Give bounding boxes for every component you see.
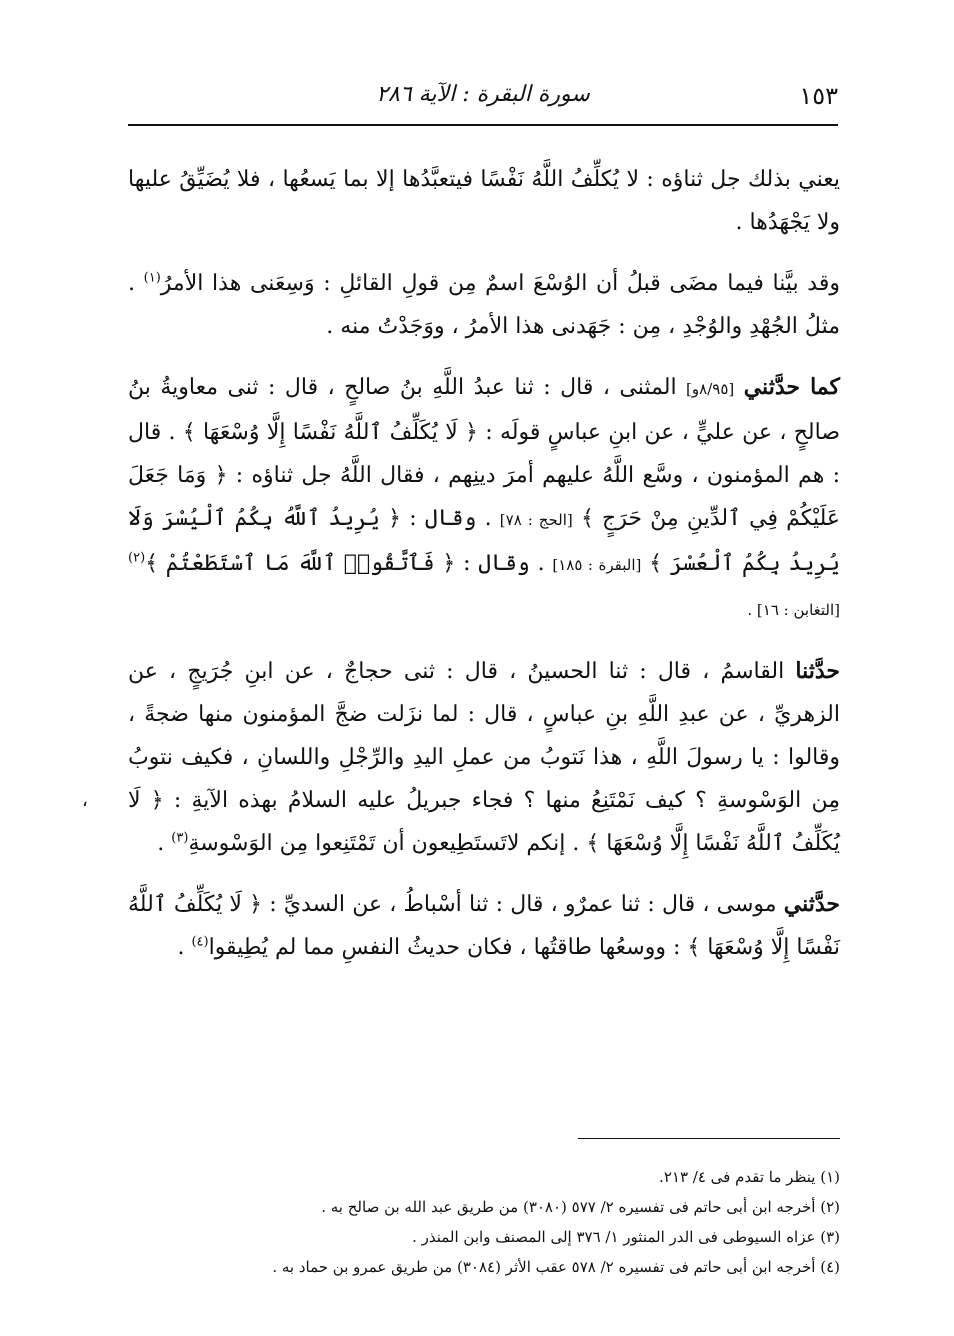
footnote-1: (١) ينظر ما تقدم فى ٤/ ٢١٣. <box>659 1168 840 1186</box>
header-rule <box>128 124 838 126</box>
paragraph-text: المثنى ، قال : ثنا عبدُ اللَّهِ بنُ صالحٍ ، قال : ثنى معاويةُ بنُ صالحٍ ، عن عليٍّ ، عن ابنِ عباسٍ قولَه : ﴿ لَا يُكَلِّفُ ٱللَّهُ نَفْسًا إِلَّا وُسْعَهَا ﴾ . قال : هم المؤمنون ، وسَّع اللَّهُ عليهم أمرَ دينِهم ، فقال اللَّهُ جل ثناؤه : ﴿ وَمَا جَعَلَ عَلَيْكُمْ فِي ٱلدِّينِ مِنْ حَرَجٍ ﴾ <box>128 375 841 531</box>
footnote-marker: (٤) <box>191 934 209 950</box>
paragraph-text: القاسمُ ، قال : ثنا الحسينُ ، قال : ثنى حجاجٌ ، عن ابنِ جُرَيجٍ ، عن الزهريِّ ، عن عبدِ اللَّهِ بنِ عباسٍ ، قال : لما نزَلت ضجَّ المؤمنون منها ضجةً ، وقالوا : يا رسولَ اللَّهِ ، هذا نَتوبُ من عملِ اليدِ والرِّجْلِ واللسانِ ، فكيف نتوبُ مِن الوَسْوسةِ ؟ كيف نَمْتَنِعُ منها ؟ فجاء جبريلُ عليه السلامُ بهذه الآيةِ : ﴿ لَا يُكَلِّفُ ٱللَّهُ نَفْسًا إِلَّا وُسْعَهَا ﴾ . إنكم لاتَستَطِيعون أن تَمْتَنِعوا مِن الوَسْوسةِ <box>128 659 840 856</box>
paragraph-4 <box>128 650 840 865</box>
verse-ref: [التغابن : ١٦] . <box>747 601 840 619</box>
page-number: ١٥٣ <box>799 82 838 110</box>
footnote-marker: (٣) <box>171 830 189 846</box>
paragraph-text-continued: . وقال : ﴿ فَٱتَّقُوا۟ ٱللَّهَ مَا ٱسْتَطَعْتُمْ ﴾ <box>145 551 553 576</box>
main-text <box>128 158 840 987</box>
paragraph-text: يعني بذلك جل ثناؤه : لا يُكلِّفُ اللَّهُ نَفْسًا فيتعبَّدُها إلا بما يَسعُها ، فلا يُضَيِّقُ عليها ولا يَجْهَدُها . <box>128 167 840 235</box>
verse-ref: [الحج : ٧٨] <box>499 511 573 529</box>
margin-mark: ، <box>82 790 88 811</box>
paragraph-text-continued: . مثلُ الجُهْدِ والوُجْدِ ، مِن : جَهَدنى هذا الأمرُ ، ووَجَدْتُ منه . <box>128 271 840 339</box>
paragraph-text-continued: . وقال : ﴿ يُرِيدُ ٱللَّهُ بِكُمُ ٱلْيُسْرَ وَلَا يُرِيدُ بِكُمُ ٱلْعُسْرَ ﴾ <box>128 506 841 576</box>
footnote-marker: (٢) <box>128 550 146 566</box>
footnote-3: (٣) عزاه السيوطى فى الدر المنثور ١/ ٣٧٦ إلى المصنف وابن المنذر . <box>412 1228 840 1246</box>
verse-ref: [البقرة : ١٨٥] <box>552 556 642 574</box>
paragraph-1 <box>128 158 840 244</box>
paragraph-lead: حدَّثنا <box>795 658 840 684</box>
footnote-2: (٢) أخرجه ابن أبى حاتم فى تفسيره ٢/ ٥٧٧ (٣٠٨٠) من طريق عبد الله بن صالح به . <box>321 1198 840 1216</box>
paragraph-3 <box>128 366 840 632</box>
footnote-marker: (١) <box>143 270 161 286</box>
paragraph-5 <box>128 883 840 969</box>
paragraph-lead: كما حدَّثني <box>743 374 840 400</box>
paragraph-lead: حدَّثني <box>783 891 840 917</box>
footnote-4: (٤) أخرجه ابن أبى حاتم فى تفسيره ٢/ ٥٧٨ عقب الأثر (٣٠٨٤) من طريق عمرو بن حماد به . <box>272 1258 840 1276</box>
paragraph-text-continued: . <box>177 935 192 960</box>
paragraph-text: وقد بيَّنا فيما مضَى قبلُ أن الوُسْعَ اسمٌ مِن قولِ القائلِ : وَسِعَنى هذا الأمرُ <box>160 271 840 296</box>
paragraph-2 <box>128 262 840 348</box>
page-header <box>128 78 838 118</box>
paragraph-text-continued: . <box>157 831 172 856</box>
paragraph-text: موسى ، قال : ثنا عمرٌو ، قال : ثنا أسْباطُ ، عن السديِّ : ﴿ لَا يُكَلِّفُ ٱللَّهُ نَفْسًا إِلَّا وُسْعَهَا ﴾ : ووسعُها طاقتُها ، فكان حديثُ النفسِ مما لم يُطِيقوا <box>128 892 840 960</box>
manuscript-ref: [٨/٩٥و] <box>686 380 735 398</box>
running-title: سورة البقرة : الآية ٢٨٦ <box>376 82 590 107</box>
footnote-rule <box>578 1138 840 1139</box>
footnotes <box>128 1162 840 1282</box>
